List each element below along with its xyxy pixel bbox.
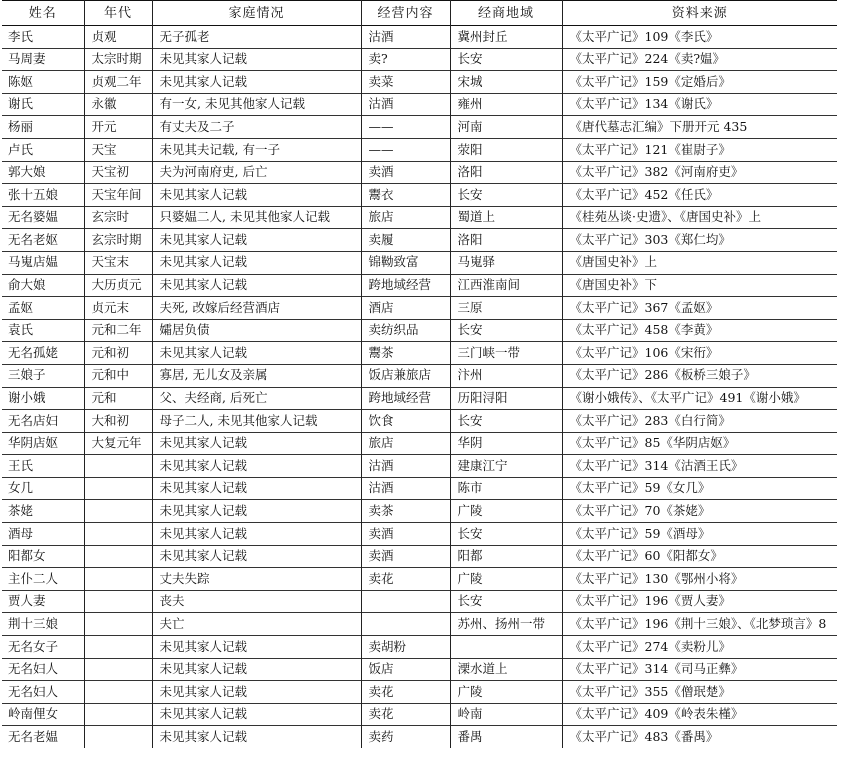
cell-business: 旅店 [361, 206, 450, 229]
cell-name: 王氏 [8, 457, 34, 473]
cell-region: 雍州 [450, 93, 562, 116]
cell-era: 天宝年间 [84, 184, 152, 207]
cell-name: 阳都女 [8, 548, 46, 564]
cell-source: 《太平广记》483《番禺》 [562, 726, 837, 748]
cell-era: 大历贞元 [84, 274, 152, 297]
cell-business: 卖菜 [361, 71, 450, 94]
cell-source: 《唐国史补》上 [562, 251, 837, 274]
cell-name: 马嵬店媪 [8, 254, 59, 270]
cell-business: 卖花 [361, 703, 450, 726]
cell-family: 孀居负债 [152, 319, 361, 342]
cell-era: 贞观二年 [84, 71, 152, 94]
cell-region: 荥阳 [450, 138, 562, 161]
table-row [2, 251, 837, 274]
cell-name: 无名店妇 [8, 412, 59, 428]
cell-source: 《桂苑丛谈·史遗》、《唐国史补》上 [562, 206, 837, 229]
table-row [2, 703, 837, 726]
cell-name: 张十五娘 [8, 186, 59, 202]
cell-era: 太宗时期 [84, 48, 152, 71]
cell-region: 建康江宁 [450, 455, 562, 478]
cell-family: 丈夫失踪 [152, 568, 361, 591]
cell-business: 卖药 [361, 726, 450, 748]
cell-era [84, 726, 152, 748]
table-row [2, 455, 837, 478]
cell-family: 夫死, 改嫁后经营酒店 [152, 297, 361, 320]
cell-business: 旅店 [361, 432, 450, 455]
table-row [2, 138, 837, 161]
cell-business: 卖茶 [361, 500, 450, 523]
cell-region: 历阳浔阳 [450, 387, 562, 410]
cell-era [84, 613, 152, 636]
table-row [2, 432, 837, 455]
cell-source: 《太平广记》109《李氏》 [562, 26, 837, 49]
cell-name: 谢氏 [8, 96, 34, 112]
cell-business: 卖酒 [361, 523, 450, 546]
cell-era: 大和初 [84, 410, 152, 433]
cell-era: 元和初 [84, 342, 152, 365]
cell-family: 未见其家人记载 [152, 48, 361, 71]
cell-era [84, 523, 152, 546]
table-row [2, 681, 837, 704]
table-row [2, 319, 837, 342]
cell-era [84, 658, 152, 681]
cell-region: 阳都 [450, 545, 562, 568]
cell-region: 宋城 [450, 71, 562, 94]
cell-source: 《太平广记》159《定婚后》 [562, 71, 837, 94]
cell-business: 跨地域经营 [361, 274, 450, 297]
cell-family: 有一女, 未见其他家人记载 [152, 93, 361, 116]
cell-source: 《唐代墓志汇编》下册开元 435 [562, 116, 837, 139]
cell-source: 《谢小娥传》、《太平广记》491《谢小娥》 [562, 387, 837, 410]
header-name: 姓名 [28, 5, 57, 21]
table-row [2, 48, 837, 71]
cell-region: 马嵬驿 [450, 251, 562, 274]
table-row [2, 658, 837, 681]
table-row [2, 387, 837, 410]
cell-source: 《太平广记》458《李黄》 [562, 319, 837, 342]
table-row [2, 26, 837, 49]
cell-name: 卢氏 [8, 141, 34, 157]
cell-era [84, 568, 152, 591]
cell-business: 卖纺织品 [361, 319, 450, 342]
cell-family: 未见其家人记载 [152, 432, 361, 455]
cell-family: 未见其家人记载 [152, 636, 361, 659]
cell-name: 无名老媪 [8, 728, 59, 744]
table-row [2, 71, 837, 94]
cell-source: 《太平广记》106《宋衎》 [562, 342, 837, 365]
cell-region: 广陵 [450, 500, 562, 523]
table-row [2, 364, 837, 387]
cell-region: 溧水道上 [450, 658, 562, 681]
cell-business: —— [361, 138, 450, 161]
cell-family: 未见其家人记载 [152, 726, 361, 748]
cell-business: 卖履 [361, 229, 450, 252]
cell-name: 主仆二人 [8, 570, 59, 586]
cell-era: 大复元年 [84, 432, 152, 455]
cell-source: 《太平广记》409《岭表朱槿》 [562, 703, 837, 726]
cell-region: 洛阳 [450, 161, 562, 184]
cell-source: 《太平广记》367《孟妪》 [562, 297, 837, 320]
cell-source: 《太平广记》274《卖粉儿》 [562, 636, 837, 659]
cell-source: 《太平广记》59《酒母》 [562, 523, 837, 546]
cell-business: 卖花 [361, 681, 450, 704]
cell-name: 茶姥 [8, 503, 34, 519]
cell-family: 有丈夫及二子 [152, 116, 361, 139]
cell-family: 未见其夫记载, 有一子 [152, 138, 361, 161]
cell-era [84, 545, 152, 568]
cell-region: 广陵 [450, 681, 562, 704]
cell-source: 《太平广记》196《贾人妻》 [562, 590, 837, 613]
cell-name: 贾人妻 [8, 593, 46, 609]
cell-era: 元和 [84, 387, 152, 410]
cell-region: 河南 [450, 116, 562, 139]
cell-name: 荆十三娘 [8, 615, 59, 631]
cell-name: 李氏 [8, 28, 34, 44]
cell-era [84, 455, 152, 478]
cell-region: 长安 [450, 590, 562, 613]
cell-region: 岭南 [450, 703, 562, 726]
cell-name: 俞大娘 [8, 277, 46, 293]
cell-name: 酒母 [8, 525, 34, 541]
cell-business: 沽酒 [361, 455, 450, 478]
table-row [2, 93, 837, 116]
cell-source: 《太平广记》314《司马正彝》 [562, 658, 837, 681]
cell-source: 《太平广记》355《僧珉楚》 [562, 681, 837, 704]
cell-family: 未见其家人记载 [152, 658, 361, 681]
cell-family: 无子孤老 [152, 26, 361, 49]
cell-era: 元和中 [84, 364, 152, 387]
table-row [2, 410, 837, 433]
cell-family: 未见其家人记载 [152, 523, 361, 546]
cell-region: 苏州、扬州一带 [450, 613, 562, 636]
cell-era [84, 636, 152, 659]
cell-era [84, 681, 152, 704]
cell-name: 杨丽 [8, 118, 34, 134]
header-region: 经商地域 [450, 1, 562, 26]
table-row [2, 523, 837, 546]
cell-region: 长安 [450, 523, 562, 546]
cell-business [361, 613, 450, 636]
cell-source: 《太平广记》70《茶姥》 [562, 500, 837, 523]
cell-region: 广陵 [450, 568, 562, 591]
cell-name: 华阴店妪 [8, 435, 59, 451]
table-row [2, 500, 837, 523]
cell-era: 天宝初 [84, 161, 152, 184]
cell-source: 《太平广记》85《华阴店妪》 [562, 432, 837, 455]
cell-source: 《太平广记》283《白行简》 [562, 410, 837, 433]
header-source: 资料来源 [562, 1, 837, 26]
cell-name: 袁氏 [8, 322, 34, 338]
cell-source: 《唐国史补》下 [562, 274, 837, 297]
cell-business: 沽酒 [361, 477, 450, 500]
cell-name: 孟妪 [8, 299, 34, 315]
table-row [2, 229, 837, 252]
header-family: 家庭情况 [152, 1, 361, 26]
cell-name: 谢小娥 [8, 390, 46, 406]
table-row [2, 726, 837, 748]
cell-source: 《太平广记》121《崔尉子》 [562, 138, 837, 161]
cell-region: 长安 [450, 319, 562, 342]
cell-era: 玄宗时期 [84, 229, 152, 252]
cell-family: 夫亡 [152, 613, 361, 636]
cell-business: 沽酒 [361, 93, 450, 116]
cell-era: 永徽 [84, 93, 152, 116]
cell-business: 饮食 [361, 410, 450, 433]
cell-business: —— [361, 116, 450, 139]
cell-business: 卖酒 [361, 545, 450, 568]
cell-business: 沽酒 [361, 26, 450, 49]
cell-region: 冀州封丘 [450, 26, 562, 49]
cell-era: 天宝末 [84, 251, 152, 274]
cell-era: 天宝 [84, 138, 152, 161]
cell-business: 跨地域经营 [361, 387, 450, 410]
cell-source: 《太平广记》134《谢氏》 [562, 93, 837, 116]
cell-family: 丧夫 [152, 590, 361, 613]
cell-region: 番禺 [450, 726, 562, 748]
cell-family: 只婆媪二人, 未见其他家人记载 [152, 206, 361, 229]
cell-business: 鬻衣 [361, 184, 450, 207]
cell-region [450, 636, 562, 659]
cell-business: 卖酒 [361, 161, 450, 184]
cell-family: 未见其家人记载 [152, 274, 361, 297]
cell-era: 开元 [84, 116, 152, 139]
cell-family: 未见其家人记载 [152, 477, 361, 500]
cell-era: 贞观 [84, 26, 152, 49]
table-row [2, 613, 837, 636]
cell-source: 《太平广记》60《阳都女》 [562, 545, 837, 568]
table-row [2, 568, 837, 591]
cell-name: 无名婆媪 [8, 209, 59, 225]
cell-name: 无名女子 [8, 638, 59, 654]
cell-family: 未见其家人记载 [152, 500, 361, 523]
cell-family: 未见其家人记载 [152, 184, 361, 207]
table-row [2, 590, 837, 613]
cell-region: 江西淮南间 [450, 274, 562, 297]
table-row [2, 116, 837, 139]
cell-source: 《太平广记》452《任氏》 [562, 184, 837, 207]
cell-region: 长安 [450, 410, 562, 433]
cell-region: 长安 [450, 184, 562, 207]
cell-region: 洛阳 [450, 229, 562, 252]
header-business: 经营内容 [361, 1, 450, 26]
cell-source: 《太平广记》286《板桥三娘子》 [562, 364, 837, 387]
cell-era [84, 477, 152, 500]
cell-family: 夫为河南府吏, 后亡 [152, 161, 361, 184]
cell-name: 岭南俚女 [8, 706, 59, 722]
cell-family: 未见其家人记载 [152, 71, 361, 94]
cell-name: 女几 [8, 480, 34, 496]
table-row [2, 477, 837, 500]
cell-family: 父、夫经商, 后死亡 [152, 387, 361, 410]
cell-name: 马周妻 [8, 51, 46, 67]
table-row [2, 206, 837, 229]
cell-name: 陈妪 [8, 73, 34, 89]
cell-source: 《太平广记》59《女几》 [562, 477, 837, 500]
cell-source: 《太平广记》303《郑仁均》 [562, 229, 837, 252]
cell-name: 无名妇人 [8, 661, 59, 677]
header-row [2, 1, 837, 26]
cell-business: 饭店兼旅店 [361, 364, 450, 387]
cell-source: 《太平广记》130《鄂州小将》 [562, 568, 837, 591]
cell-name: 无名老妪 [8, 231, 59, 247]
cell-business: 酒店 [361, 297, 450, 320]
table-row [2, 342, 837, 365]
table-row [2, 297, 837, 320]
cell-era [84, 500, 152, 523]
cell-family: 寡居, 无儿女及亲属 [152, 364, 361, 387]
cell-source: 《太平广记》382《河南府吏》 [562, 161, 837, 184]
table-row [2, 636, 837, 659]
table-row [2, 274, 837, 297]
cell-family: 未见其家人记载 [152, 681, 361, 704]
table-row [2, 545, 837, 568]
cell-family: 未见其家人记载 [152, 545, 361, 568]
cell-family: 未见其家人记载 [152, 703, 361, 726]
cell-business: 卖? [361, 48, 450, 71]
cell-family: 未见其家人记载 [152, 229, 361, 252]
cell-business: 锦靿致富 [361, 251, 450, 274]
cell-name: 三娘子 [8, 367, 46, 383]
merchant-women-table [2, 0, 837, 748]
cell-family: 未见其家人记载 [152, 342, 361, 365]
cell-name: 郭大娘 [8, 164, 46, 180]
cell-name: 无名妇人 [8, 683, 59, 699]
cell-source: 《太平广记》196《荆十三娘》、《北梦琐言》8 [562, 613, 837, 636]
table-row [2, 184, 837, 207]
cell-source: 《太平广记》224《卖?媪》 [562, 48, 837, 71]
table-row [2, 161, 837, 184]
header-era: 年代 [84, 1, 152, 26]
cell-business [361, 590, 450, 613]
cell-region: 三原 [450, 297, 562, 320]
cell-business: 卖花 [361, 568, 450, 591]
cell-era [84, 703, 152, 726]
cell-region: 陈市 [450, 477, 562, 500]
cell-business: 卖胡粉 [361, 636, 450, 659]
cell-region: 华阴 [450, 432, 562, 455]
cell-era: 贞元末 [84, 297, 152, 320]
cell-region: 三门峡一带 [450, 342, 562, 365]
cell-name: 无名孤姥 [8, 344, 59, 360]
cell-era: 玄宗时 [84, 206, 152, 229]
cell-region: 汴州 [450, 364, 562, 387]
cell-era: 元和二年 [84, 319, 152, 342]
cell-family: 母子二人, 未见其他家人记载 [152, 410, 361, 433]
cell-source: 《太平广记》314《沽酒王氏》 [562, 455, 837, 478]
cell-family: 未见其家人记载 [152, 251, 361, 274]
cell-region: 蜀道上 [450, 206, 562, 229]
cell-era [84, 590, 152, 613]
cell-region: 长安 [450, 48, 562, 71]
cell-business: 鬻茶 [361, 342, 450, 365]
cell-business: 饭店 [361, 658, 450, 681]
cell-family: 未见其家人记载 [152, 455, 361, 478]
